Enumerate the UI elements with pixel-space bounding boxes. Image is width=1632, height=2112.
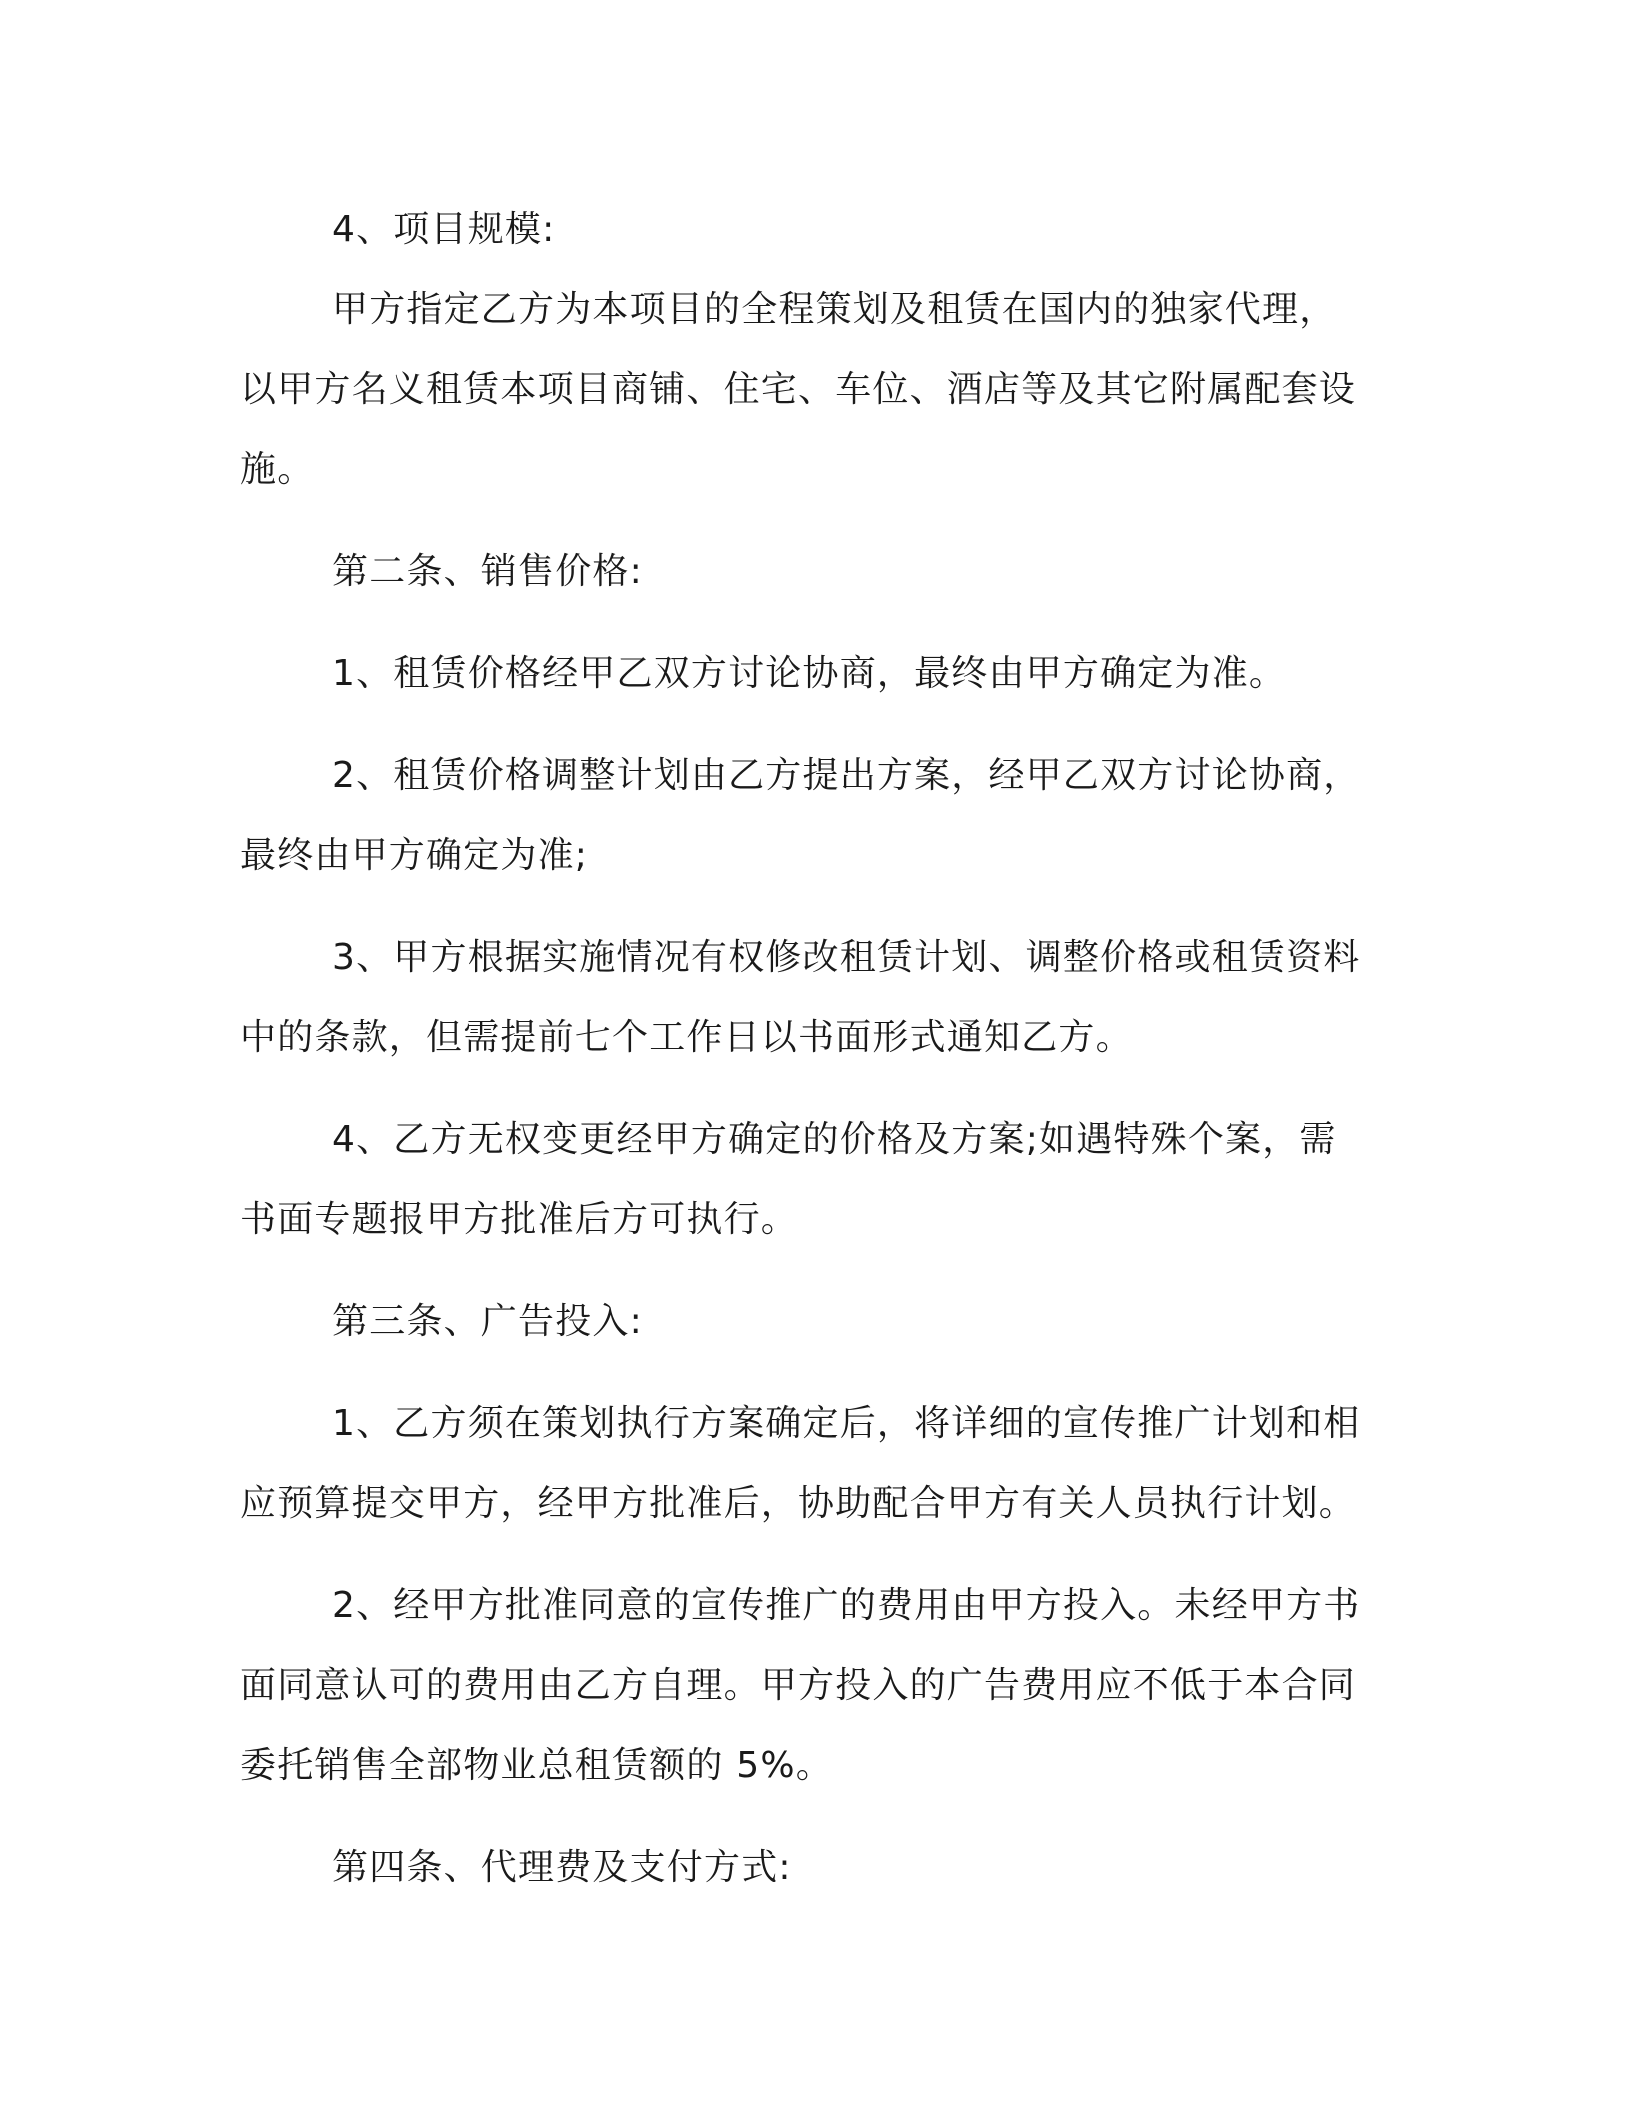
paragraph-price-clause-2: 2、租赁价格调整计划由乙方提出方案，经甲乙双方讨论协商，最终由甲方确定为准; xyxy=(240,755,1361,876)
paragraph-exclusive-agency: 甲方指定乙方为本项目的全程策划及租赁在国内的独家代理，以甲方名义租赁本项目商铺、住宅、车位、酒店等及其它附属配套设施。 xyxy=(240,289,1357,490)
section-heading-project-scale: 4、项目规模: xyxy=(332,209,556,250)
document-body xyxy=(240,190,1370,1908)
section-heading-sales-price: 第二条、销售价格: xyxy=(332,551,643,592)
paragraph-advertising-clause-1: 1、乙方须在策划执行方案确定后，将详细的宣传推广计划和相应预算提交甲方，经甲方批准后，协助配合甲方有关人员执行计划。 xyxy=(240,1403,1361,1524)
paragraph-price-clause-4: 4、乙方无权变更经甲方确定的价格及方案;如遇特殊个案，需书面专题报甲方批准后方可执行。 xyxy=(240,1119,1337,1240)
paragraph-advertising-clause-2: 2、经甲方批准同意的宣传推广的费用由甲方投入。未经甲方书面同意认可的费用由乙方自理。甲方投入的广告费用应不低于本合同委托销售全部物业总租赁额的 5%。 xyxy=(240,1585,1361,1786)
section-heading-agency-fee: 第四条、代理费及支付方式: xyxy=(332,1847,792,1888)
section-heading-advertising: 第三条、广告投入: xyxy=(332,1301,643,1342)
paragraph-price-clause-3: 3、甲方根据实施情况有权修改租赁计划、调整价格或租赁资料中的条款，但需提前七个工作日以书面形式通知乙方。 xyxy=(240,937,1361,1058)
paragraph-price-clause-1: 1、租赁价格经甲乙双方讨论协商，最终由甲方确定为准。 xyxy=(332,653,1287,694)
